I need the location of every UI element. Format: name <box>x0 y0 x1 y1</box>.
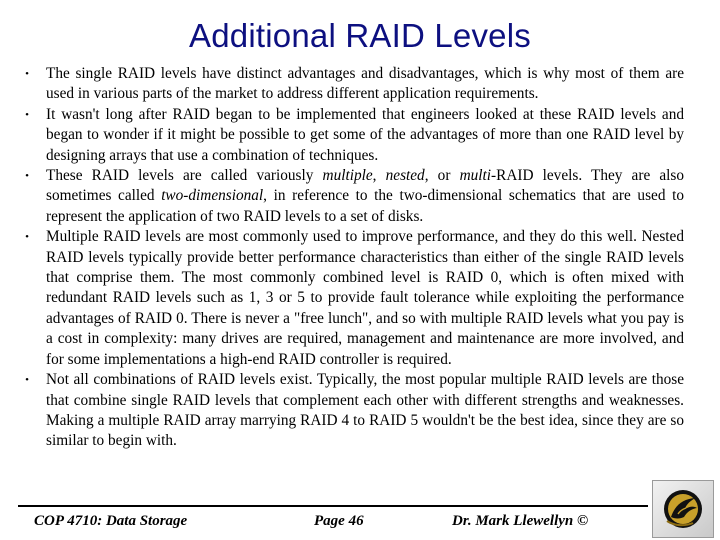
bullet-text <box>46 167 684 225</box>
footer-author: Dr. Mark Llewellyn © <box>452 513 589 529</box>
bullet-item <box>20 105 684 166</box>
bullet-text <box>46 65 684 102</box>
bullet-item <box>20 64 684 105</box>
text-run: These RAID levels are called variously <box>46 167 323 185</box>
bullet-list <box>20 64 684 452</box>
italic-term: two-dimensional <box>161 187 264 205</box>
footer-page-number: Page 46 <box>314 513 364 529</box>
text-run: It wasn't long after RAID began to be implemented that engineers looked at these RAID levels and began to wonder if it might be possible to get some of the advantages of more than one RAID level by designing arrays that use a combination of techniques. <box>46 105 684 164</box>
text-run: Multiple RAID levels are most commonly used to improve performance, and they do this well. Nested RAID levels typically provide better performance characteristics than either of the single RAID levels that comprise them. The most commonly combined level is RAID 0, which is often mixed with redundant RAID levels such as 1, 3 or 5 to provide fault tolerance while exploiting the performance advantages of RAID 0. There is never a "free lunch", and so with multiple RAID levels what you pay is a cost in complexity: many drives are required, management and maintenance are more involved, and for some implementations a high-end RAID controller is required. <box>46 228 684 368</box>
bullet-item <box>20 370 684 452</box>
bullet-dot-icon: • <box>25 108 29 121</box>
italic-term: multi <box>459 167 492 185</box>
italic-term: nested <box>385 167 425 185</box>
footer-course: COP 4710: Data Storage <box>34 513 188 529</box>
bullet-text <box>46 228 684 367</box>
text-run: , <box>372 167 386 185</box>
bullet-dot-icon: • <box>25 231 29 244</box>
bullet-dot-icon: • <box>25 170 29 183</box>
text-run: , or <box>424 167 460 185</box>
text-run: Not all combinations of RAID levels exist. Typically, the most popular multiple RAID levels are those that combine single RAID levels that complement each other with different strengths and weaknesses. Making a multiple RAID array marrying RAID 4 to RAID 5 wouldn't be the best idea, since they are so similar to begin with. <box>46 371 684 450</box>
slide-title: Additional RAID Levels <box>189 17 531 54</box>
text-run: The single RAID levels have distinct advantages and disadvantages, which is why most of them are used in various parts of the market to address different application requirements. <box>46 65 684 103</box>
text-run: , in reference to the two-dimensional schematics that are used to represent the application of two RAID levels to a set of disks. <box>46 187 684 225</box>
ucf-pegasus-logo-icon <box>652 480 714 538</box>
text-run: -RAID levels. They are also sometimes called <box>46 167 685 205</box>
bullet-item <box>20 166 684 227</box>
bullet-item <box>20 227 684 370</box>
bullet-dot-icon: • <box>25 374 29 387</box>
bullet-text <box>46 106 684 164</box>
italic-term: multiple <box>322 167 373 185</box>
slide-footer <box>18 505 648 537</box>
bullet-text <box>46 371 684 449</box>
bullet-dot-icon: • <box>25 68 29 80</box>
